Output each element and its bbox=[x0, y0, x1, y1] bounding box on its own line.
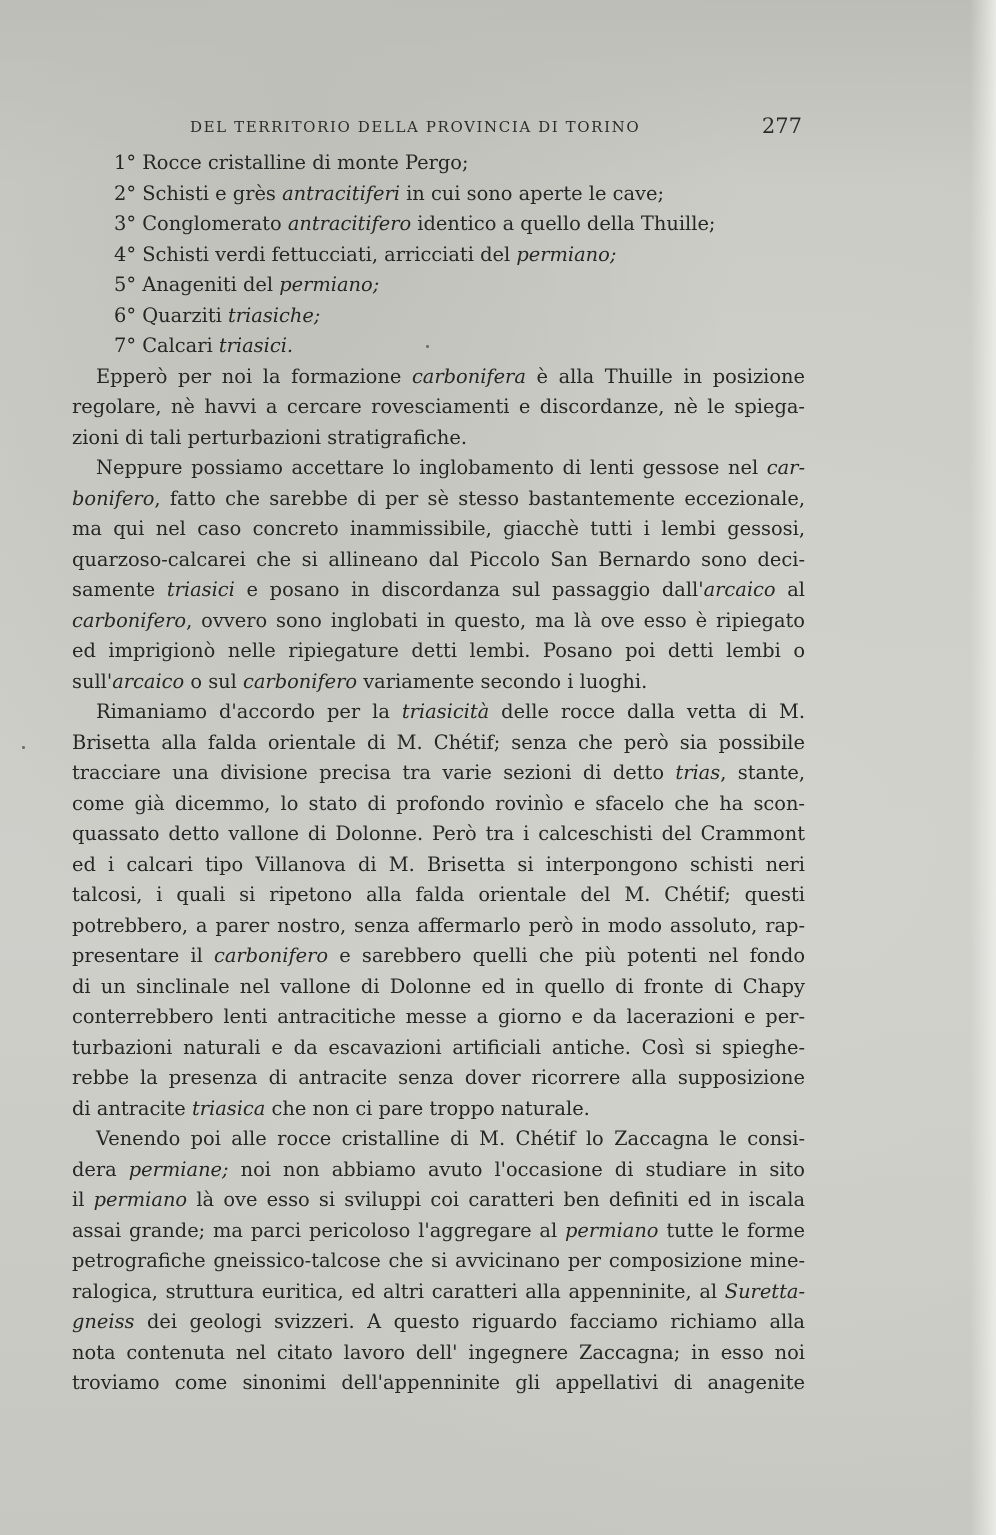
text-line bbox=[72, 1033, 805, 1064]
text-run: assai grande; ma parci pericoloso l'aggregare al bbox=[72, 1218, 566, 1242]
body-text bbox=[72, 148, 805, 1399]
text-line bbox=[72, 484, 805, 515]
page-edge bbox=[970, 0, 996, 1535]
text-run: troviamo come sinonimi dell'appenninite gli appellativi di anagenite bbox=[72, 1371, 805, 1394]
text-run: zioni di tali perturbazioni stratigrafiche. bbox=[72, 425, 467, 449]
text-line bbox=[72, 728, 805, 759]
italic-term: car- bbox=[766, 456, 805, 479]
text-run: 6° Quarziti bbox=[114, 303, 228, 327]
text-run: , ovvero sono inglobati in questo, ma là ove esso è ripiegato bbox=[186, 608, 805, 632]
text-line bbox=[72, 850, 805, 881]
text-run: di un sinclinale nel vallone di Dolonne ed in quello di fronte di Chapy bbox=[72, 974, 805, 998]
text-run: Rimaniamo d'accordo per la bbox=[96, 700, 402, 723]
text-line bbox=[72, 331, 805, 362]
text-run: 5° Anageniti del bbox=[114, 273, 280, 296]
text-run: Venendo poi alle rocce cristalline di M. Chétif lo Zaccagna le consi- bbox=[96, 1127, 805, 1150]
italic-term: carbonifero bbox=[72, 608, 187, 632]
scan-speck bbox=[22, 746, 25, 749]
italic-term: antracitifero bbox=[287, 212, 412, 235]
text-run: samente bbox=[72, 578, 167, 601]
text-line bbox=[72, 240, 805, 271]
italic-term: carbonifero bbox=[213, 944, 329, 967]
text-line bbox=[72, 972, 805, 1003]
text-line bbox=[72, 423, 805, 454]
text-run: sull' bbox=[72, 669, 113, 693]
text-run: dei geologi svizzeri. A questo riguardo facciamo richiamo alla bbox=[134, 1310, 805, 1333]
text-run: conterrebbero lenti antracitiche messe a giorno e da lacerazioni e per- bbox=[72, 1005, 805, 1028]
text-run: Brisetta alla falda orientale di M. Chétif; senza che però sia possibile bbox=[72, 730, 805, 754]
italic-term: gneiss bbox=[72, 1310, 135, 1333]
italic-term: arcaico bbox=[112, 669, 185, 693]
italic-term: antracitiferi bbox=[282, 181, 400, 205]
text-line bbox=[72, 209, 805, 240]
text-line bbox=[72, 1338, 805, 1369]
text-line bbox=[72, 1185, 805, 1216]
text-run: Neppure possiamo accettare lo inglobamento di lenti gessose nel bbox=[96, 456, 767, 479]
text-run: e posano in discordanza sul passaggio dall' bbox=[234, 578, 704, 601]
text-run: in cui sono aperte le cave; bbox=[399, 181, 664, 205]
text-run: tracciare una divisione precisa tra varie sezioni di detto bbox=[72, 761, 676, 784]
text-line bbox=[72, 789, 805, 820]
text-run: quarzoso-calcarei che si allineano dal Piccolo San Bernardo sono deci- bbox=[72, 547, 805, 571]
text-line bbox=[72, 636, 805, 667]
text-run: turbazioni naturali e da escavazioni artificiali antiche. Così si spieghe- bbox=[72, 1035, 805, 1059]
text-run: il bbox=[72, 1188, 94, 1211]
text-line bbox=[72, 453, 805, 484]
italic-term: trias bbox=[675, 761, 721, 784]
text-run: al bbox=[775, 578, 805, 601]
text-run: rebbe la presenza di antracite senza dover ricorrere alla supposizione bbox=[72, 1066, 805, 1089]
text-run: 4° Schisti verdi fettucciati, arricciati del bbox=[114, 242, 517, 266]
text-run: 7° Calcari bbox=[114, 334, 219, 357]
text-run: che non ci pare troppo naturale. bbox=[265, 1096, 590, 1120]
text-run: là ove esso si sviluppi coi caratteri ben definiti ed in iscala bbox=[187, 1188, 806, 1211]
text-line bbox=[72, 362, 805, 393]
text-run: ed i calcari tipo Villanova di M. Brisetta si interpongono schisti neri bbox=[72, 852, 805, 876]
text-line bbox=[72, 1216, 805, 1247]
italic-term: Suretta- bbox=[724, 1279, 805, 1303]
text-line bbox=[72, 1368, 805, 1399]
text-line bbox=[72, 1246, 805, 1277]
text-line bbox=[72, 545, 805, 576]
italic-term: permiane; bbox=[128, 1157, 229, 1181]
italic-term: triasiche; bbox=[228, 303, 321, 327]
text-run: come già dicemmo, lo stato di profondo rovinìo e sfacelo che ha scon- bbox=[72, 791, 805, 815]
scan-speck bbox=[426, 345, 429, 348]
text-line bbox=[72, 758, 805, 789]
text-run: ralogica, struttura euritica, ed altri caratteri alla appenninite, al bbox=[72, 1279, 725, 1303]
text-run: noi non abbiamo avuto l'occasione di studiare in sito bbox=[228, 1157, 805, 1181]
text-run: è alla Thuille in posizione bbox=[525, 364, 805, 388]
italic-term: carbonifera bbox=[411, 364, 526, 388]
text-run: di antracite bbox=[72, 1096, 192, 1120]
text-run: 2° Schisti e grès bbox=[114, 181, 283, 205]
text-run: 3° Conglomerato bbox=[114, 212, 288, 235]
text-run: ed imprigionò nelle ripiegature detti lembi. Posano poi detti lembi o bbox=[72, 639, 805, 662]
italic-term: permiano; bbox=[279, 273, 380, 296]
text-line bbox=[72, 1155, 805, 1186]
text-line bbox=[72, 1277, 805, 1308]
text-run: tutte le forme bbox=[658, 1218, 806, 1242]
text-line bbox=[72, 667, 805, 698]
text-line bbox=[72, 148, 805, 179]
text-run: identico a quello della Thuille; bbox=[411, 212, 716, 235]
text-line bbox=[72, 1063, 805, 1094]
text-line bbox=[72, 1124, 805, 1155]
text-line bbox=[72, 575, 805, 606]
italic-term: triasici. bbox=[218, 334, 294, 357]
text-run: dera bbox=[72, 1157, 129, 1181]
text-line bbox=[72, 1094, 805, 1125]
text-run: , fatto che sarebbe di per sè stesso bastantemente eccezionale, bbox=[154, 486, 805, 510]
text-run: Epperò per noi la formazione bbox=[96, 364, 412, 388]
text-run: potrebbero, a parer nostro, senza affermarlo però in modo assoluto, rap- bbox=[72, 913, 805, 937]
text-line bbox=[72, 392, 805, 423]
italic-term: triasicità bbox=[401, 700, 490, 723]
text-line bbox=[72, 179, 805, 210]
italic-term: triasici bbox=[166, 578, 235, 601]
text-line bbox=[72, 301, 805, 332]
italic-term: permiano bbox=[93, 1188, 188, 1211]
italic-term: permiano; bbox=[516, 242, 617, 266]
text-line bbox=[72, 697, 805, 728]
italic-term: bonifero bbox=[72, 486, 155, 510]
text-line bbox=[72, 911, 805, 942]
text-run: variamente secondo i luoghi. bbox=[357, 669, 648, 693]
text-run: e sarebbero quelli che più potenti nel fondo bbox=[328, 944, 805, 967]
text-run: petrografiche gneissico-talcose che si avvicinano per composizione mine- bbox=[72, 1249, 805, 1272]
text-line bbox=[72, 1002, 805, 1033]
text-line bbox=[72, 819, 805, 850]
text-run: quassato detto vallone di Dolonne. Però tra i calceschisti del Crammont bbox=[72, 822, 805, 845]
running-head bbox=[190, 114, 802, 142]
text-run: nota contenuta nel citato lavoro dell' ingegnere Zaccagna; in esso noi bbox=[72, 1340, 805, 1364]
text-run: 1° Rocce cristalline di monte Pergo; bbox=[114, 151, 469, 174]
italic-term: arcaico bbox=[703, 578, 776, 601]
text-run: talcosi, i quali si ripetono alla falda orientale del M. Chétif; questi bbox=[72, 883, 805, 906]
text-run: , stante, bbox=[720, 761, 805, 784]
text-line bbox=[72, 270, 805, 301]
page-number: 277 bbox=[761, 114, 802, 138]
text-line bbox=[72, 880, 805, 911]
running-title: DEL TERRITORIO DELLA PROVINCIA DI TORINO bbox=[190, 118, 641, 136]
text-run: presentare il bbox=[72, 944, 214, 967]
text-line bbox=[72, 606, 805, 637]
italic-term: triasica bbox=[191, 1096, 266, 1120]
text-run: regolare, nè havvi a cercare rovesciamenti e discordanze, nè le spiega- bbox=[72, 395, 805, 418]
text-run: ma qui nel caso concreto inammissibile, giacchè tutti i lembi gessosi, bbox=[72, 517, 805, 540]
italic-term: carbonifero bbox=[243, 669, 358, 693]
text-run: o sul bbox=[184, 669, 243, 693]
italic-term: permiano bbox=[565, 1218, 659, 1242]
text-run: delle rocce dalla vetta di M. bbox=[489, 700, 805, 723]
text-line bbox=[72, 1307, 805, 1338]
text-line bbox=[72, 514, 805, 545]
text-line bbox=[72, 941, 805, 972]
